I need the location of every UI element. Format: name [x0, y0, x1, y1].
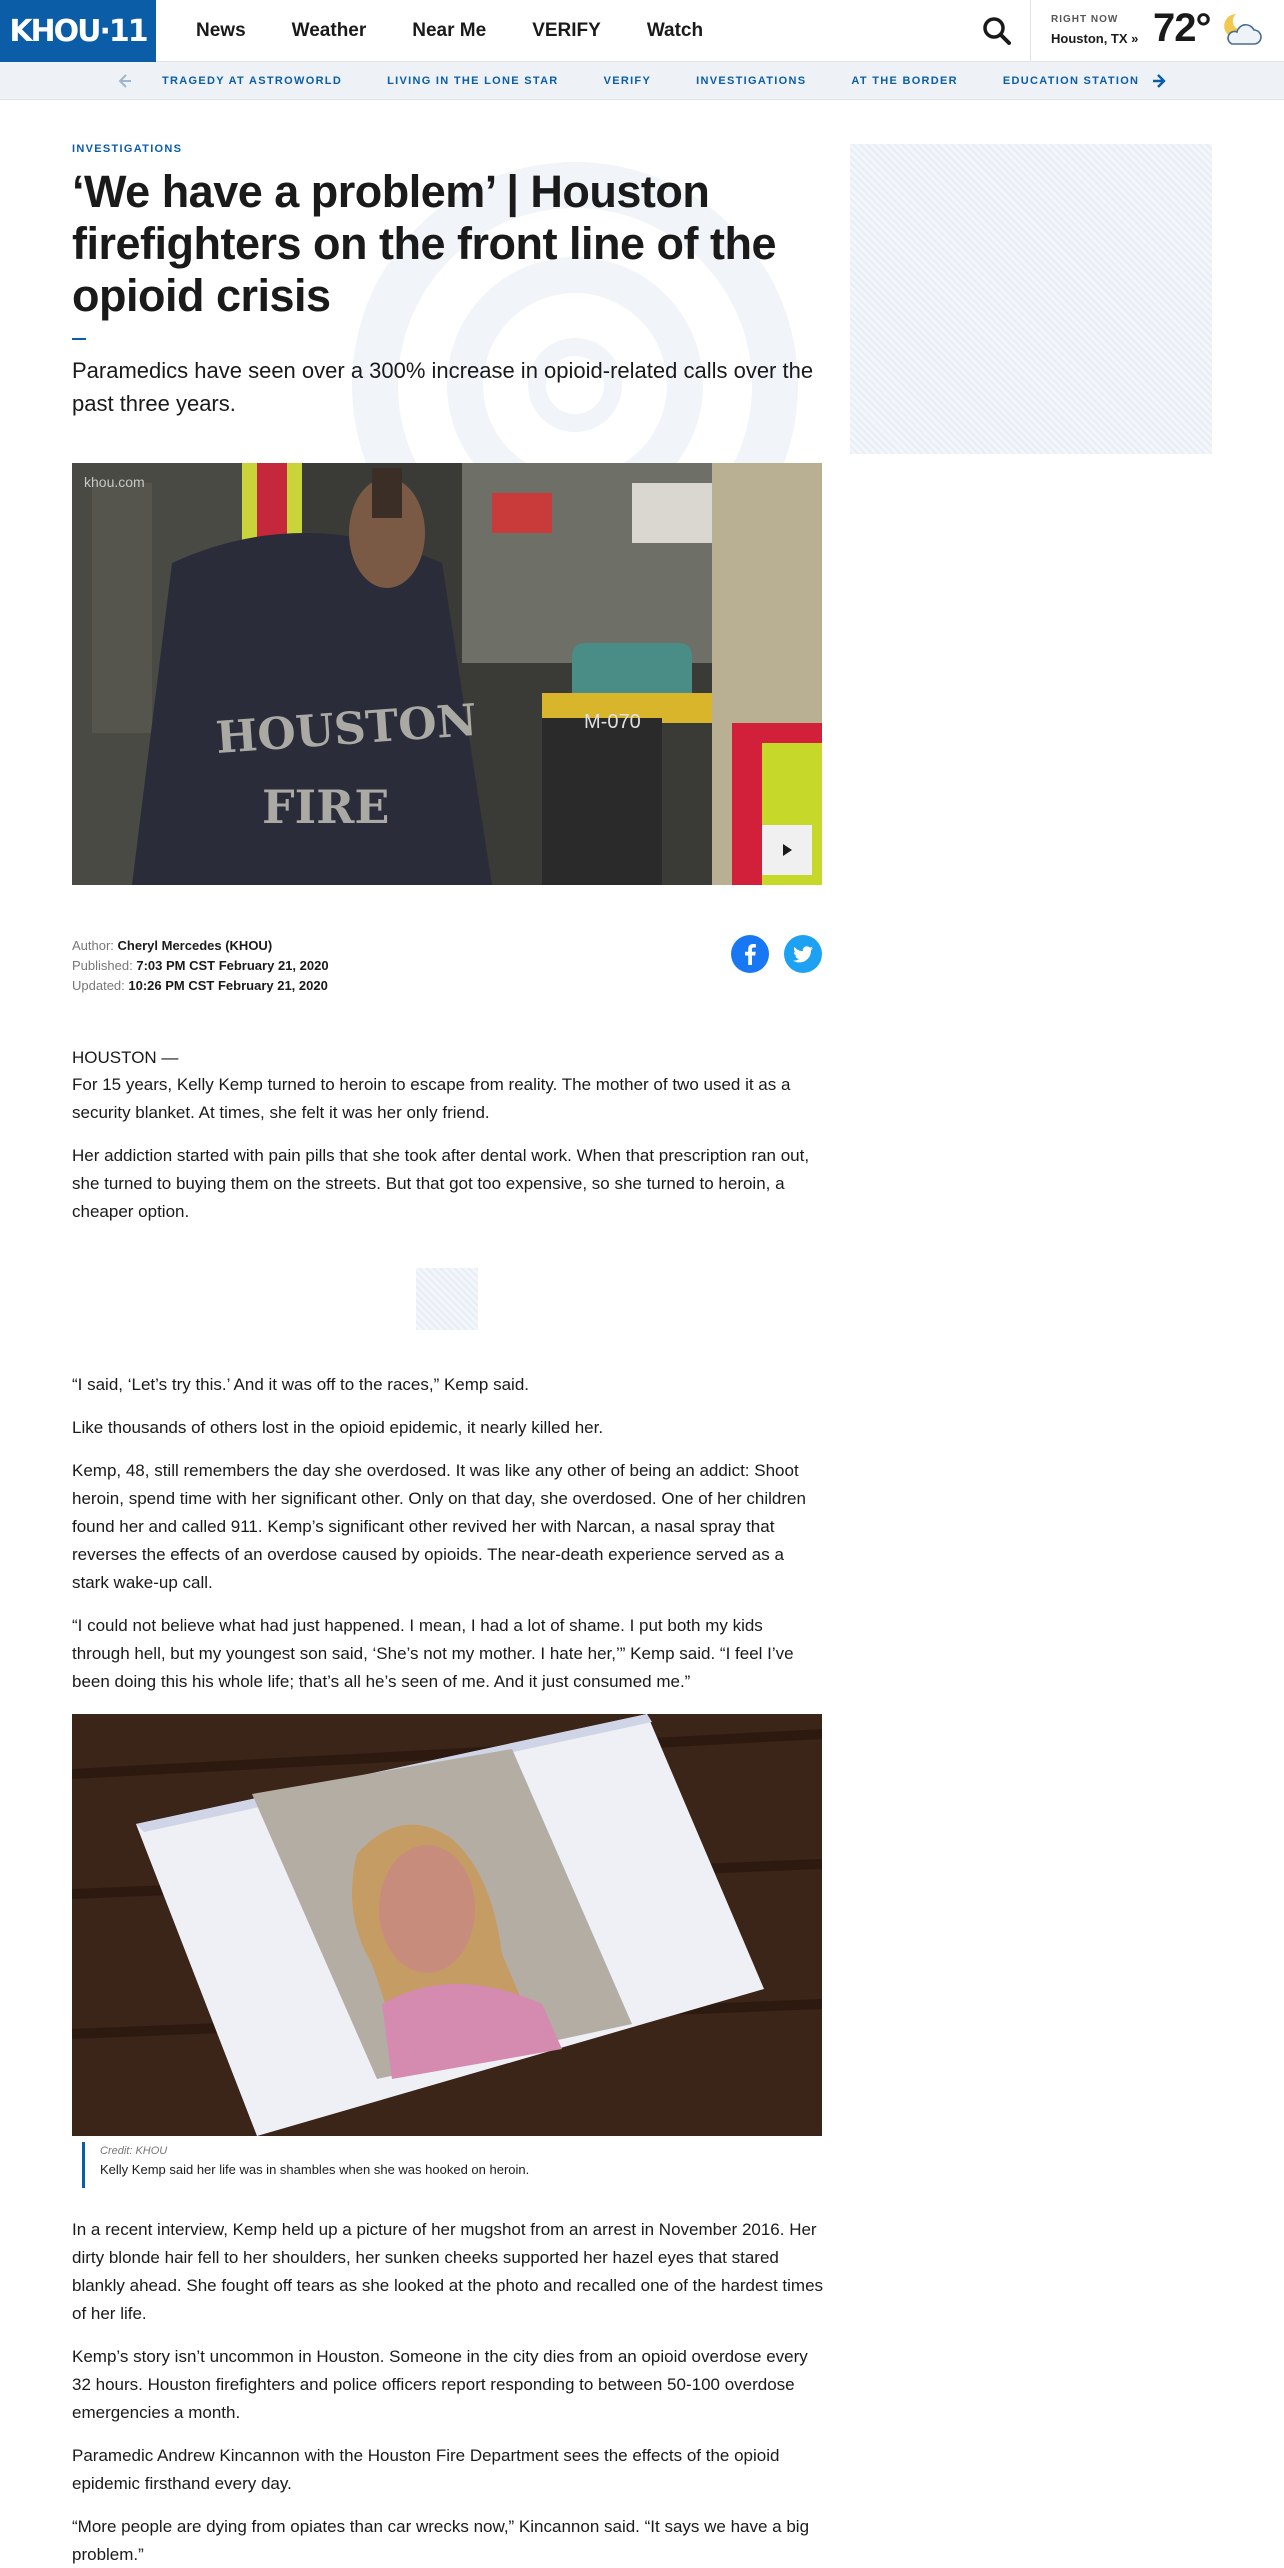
weather-widget[interactable]	[1030, 0, 1284, 62]
search-icon[interactable]	[980, 14, 1014, 48]
photo-credit: Credit: KHOU	[100, 2145, 168, 2157]
nav-weather[interactable]: Weather	[291, 20, 367, 41]
article-byline	[72, 936, 329, 996]
photo-caption-text: Kelly Kemp said her life was in shambles when she was hooked on heroin.	[100, 2162, 530, 2177]
body-paragraph: For 15 years, Kelly Kemp turned to heroin to escape from reality. The mother of two used it as a security blanket. At times, she felt it was her only friend.	[72, 1075, 791, 1122]
section-kicker[interactable]: INVESTIGATIONS	[72, 143, 183, 155]
body-paragraph: In a recent interview, Kemp held up a picture of her mugshot from an arrest in November 2016. Her dirty blonde hair fell to her shoulders, her sunken cheeks supported her hazel eyes that stared blankly ahead. She fought off tears as she looked at the photo and recalled one of the hardest times of her life.	[72, 2220, 824, 2323]
nav-news[interactable]: News	[196, 20, 246, 41]
arrow-right-icon[interactable]	[1150, 71, 1170, 91]
play-icon	[762, 825, 812, 875]
video-jacket-text-fire: FIRE	[262, 780, 390, 834]
subnav-items	[162, 62, 1142, 100]
main-nav	[196, 0, 749, 62]
updated-date: 10:26 PM CST February 21, 2020	[128, 978, 328, 993]
mugshot-photo-image	[72, 1714, 822, 2136]
body-paragraph: “I said, ‘Let’s try this.’ And it was off to the races,” Kemp said.	[72, 1375, 529, 1394]
subnav-item-investigations[interactable]: INVESTIGATIONS	[696, 75, 807, 87]
twitter-share-icon[interactable]	[784, 935, 822, 973]
weather-location[interactable]: Houston, TX »	[1051, 31, 1139, 46]
published-date: 7:03 PM CST February 21, 2020	[136, 958, 329, 973]
subnav-item-verify[interactable]: VERIFY	[603, 75, 652, 87]
subnav-item-lone-star[interactable]: LIVING IN THE LONE STAR	[387, 75, 559, 87]
partly-cloudy-night-icon	[1220, 10, 1264, 50]
video-play-button[interactable]	[762, 825, 812, 875]
published-label: Published:	[72, 958, 133, 973]
body-paragraph: Like thousands of others lost in the opioid epidemic, it nearly killed her.	[72, 1418, 604, 1437]
author-label: Author:	[72, 938, 114, 953]
site-header	[0, 0, 1284, 62]
advertisement-inline[interactable]	[416, 1268, 478, 1330]
advertisement-right-rail[interactable]	[850, 144, 1212, 454]
subnav-item-border[interactable]: AT THE BORDER	[851, 75, 958, 87]
article-subheadline: Paramedics have seen over a 300% increase in opioid-related calls over the past three years.	[72, 358, 814, 416]
article-headline: ‘We have a problem’ | Houston firefighters on the front line of the opioid crisis	[72, 166, 776, 321]
video-thumbnail	[72, 463, 822, 885]
nav-near-me[interactable]: Near Me	[412, 20, 487, 41]
video-player[interactable]	[72, 463, 822, 885]
nav-verify[interactable]: VERIFY	[532, 20, 601, 41]
author-name[interactable]: Cheryl Mercedes (KHOU)	[117, 938, 273, 953]
body-paragraph: Paramedic Andrew Kincannon with the Houston Fire Department sees the effects of the opioid epidemic firsthand every day.	[72, 2446, 780, 2493]
body-paragraph: “I could not believe what had just happened. I mean, I had a lot of shame. I put both my kids through hell, but my youngest son said, ‘She’s not my mother. I hate her,’” Kemp said. “I feel I’ve been doing this his whole life; that’s all he’s seen of me. And it just consumed me.”	[72, 1616, 794, 1691]
headline-divider	[72, 338, 86, 340]
video-jacket-text-houston: HOUSTON	[214, 694, 479, 764]
body-paragraph: Kemp’s story isn’t uncommon in Houston. Someone in the city dies from an opioid overdose every 32 hours. Houston firefighters and police officers report responding to between 50-100 overdose emergencies a month.	[72, 2347, 808, 2422]
topic-subnav	[0, 62, 1284, 100]
khou-logo[interactable]: KHOU·11	[0, 0, 156, 62]
video-unit-label: M-070	[584, 711, 641, 733]
facebook-share-icon[interactable]	[731, 935, 769, 973]
body-paragraph: Kemp, 48, still remembers the day she overdosed. It was like any other of being an addict: Shoot heroin, spend time with her significant other. Only on that day, she overdosed. One of her children found her and called 911. Kemp’s significant other revived her with Narcan, a nasal spray that reverses the effects of an overdose caused by opioids. The near-death experience served as a stark wake-up call.	[72, 1461, 806, 1592]
weather-right-now-label: RIGHT NOW	[1051, 14, 1119, 25]
weather-temperature: 72°	[1153, 6, 1211, 50]
subnav-item-education[interactable]: EDUCATION STATION	[1002, 75, 1140, 87]
video-watermark: khou.com	[84, 474, 145, 490]
body-paragraph: Her addiction started with pain pills that she took after dental work. When that prescription ran out, she turned to buying them on the streets. But that got too expensive, so she turned to heroin, a cheaper option.	[72, 1146, 810, 1221]
updated-label: Updated:	[72, 978, 125, 993]
body-paragraph: “More people are dying from opiates than car wrecks now,” Kincannon said. “It says we have a big problem.”	[72, 2517, 810, 2564]
subnav-item-astroworld[interactable]: TRAGEDY AT ASTROWORLD	[162, 75, 343, 87]
photo-caption	[82, 2142, 529, 2188]
dateline: HOUSTON —	[72, 1048, 179, 1067]
nav-watch[interactable]: Watch	[646, 20, 704, 41]
article-photo[interactable]	[72, 1714, 822, 2136]
arrow-left-icon[interactable]	[114, 71, 134, 91]
